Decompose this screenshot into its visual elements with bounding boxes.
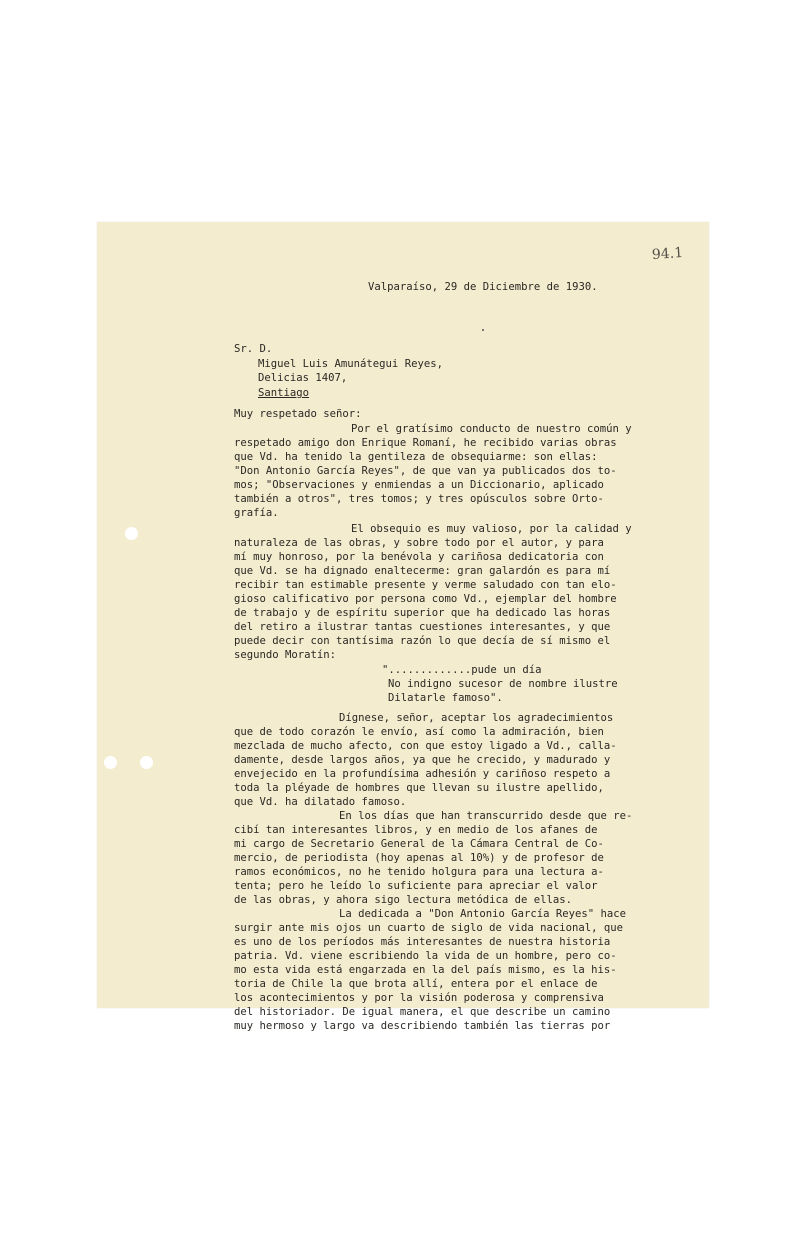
text-line: de trabajo y de espíritu superior que ha dedicado las horas — [234, 607, 611, 619]
text-line: que de todo corazón le envío, así como la admiración, bien — [234, 726, 604, 738]
letter-page — [97, 222, 709, 1032]
text-line: El obsequio es muy valioso, por la calidad y — [351, 523, 632, 535]
text-line: muy hermoso y largo va describiendo también las tierras por — [234, 1020, 611, 1032]
text-line: surgir ante mis ojos un cuarto de siglo de vida nacional, que — [234, 922, 624, 934]
text-line: En los días que han transcurrido desde que re- — [339, 810, 633, 822]
verse-line: No indigno sucesor de nombre ilustre — [388, 678, 618, 690]
text-line: La dedicada a "Don Antonio García Reyes" hace — [339, 908, 627, 920]
text-line: mos; "Observaciones y enmiendas a un Diccionario, aplicado — [234, 479, 604, 491]
verse-line: Dilatarle famoso". — [388, 692, 503, 704]
text-line: grafía. — [234, 507, 279, 519]
text-line: Dígnese, señor, aceptar los agradecimientos — [339, 712, 614, 724]
punch-hole — [140, 756, 153, 769]
punch-hole — [125, 527, 138, 540]
text-line: que Vd. ha dilatado famoso. — [234, 796, 407, 808]
text-line: "Don Antonio García Reyes", de que van ya publicados dos to- — [234, 465, 617, 477]
pencil-annotation: 94.1 — [651, 244, 684, 264]
text-line: naturaleza de las obras, y sobre todo por el autor, y para — [234, 537, 604, 549]
text-line: respetado amigo don Enrique Romaní, he recibido varias obras — [234, 437, 617, 449]
text-line: mercio, de periodista (hoy apenas al 10%) y de profesor de — [234, 852, 604, 864]
text-line: del historiador. De igual manera, el que describe un camino — [234, 1006, 611, 1018]
text-line: ramos económicos, no he tenido holgura para una lectura a- — [234, 866, 604, 878]
text-line: también a otros", tres tomos; y tres opúsculos sobre Orto- — [234, 493, 604, 505]
text-line: de las obras, y ahora sigo lectura metódica de ellas. — [234, 894, 573, 906]
text-line: mí muy honroso, por la benévola y cariñosa dedicatoria con — [234, 551, 604, 563]
text-line: es uno de los períodos más interesantes de nuestra historia — [234, 936, 611, 948]
text-line: Por el gratísimo conducto de nuestro común y — [351, 423, 632, 435]
text-line: tenta; pero he leído lo suficiente para apreciar el valor — [234, 880, 598, 892]
text-line: cibí tan interesantes libros, y en medio de los afanes de — [234, 824, 598, 836]
address-line: Miguel Luis Amunátegui Reyes, — [258, 358, 443, 370]
address-line: Santiago — [258, 387, 310, 399]
text-line: mo esta vida está engarzada en la del país mismo, es la his- — [234, 964, 617, 976]
text-line: damente, desde largos años, ya que he crecido, y madurado y — [234, 754, 611, 766]
address-line: Sr. D. — [234, 343, 273, 355]
salutation: Muy respetado señor: — [234, 408, 362, 420]
text-line: del retiro a ilustrar tantas cuestiones interesantes, y que — [234, 621, 611, 633]
text-line: envejecido en la profundísima adhesión y cariñoso respeto a — [234, 768, 611, 780]
text-line: mezclada de mucho afecto, con que estoy ligado a Vd., calla- — [234, 740, 617, 752]
text-line: mi cargo de Secretario General de la Cámara Central de Co- — [234, 838, 604, 850]
text-line: que Vd. ha tenido la gentileza de obsequiarme: son ellas: — [234, 451, 598, 463]
text-line: los acontecimientos y por la visión poderosa y comprensiva — [234, 992, 604, 1004]
verse-line: ".............pude un día — [382, 664, 542, 676]
text-line: recibir tan estimable presente y verme saludado con tan elo- — [234, 579, 617, 591]
text-line: segundo Moratín: — [234, 649, 337, 661]
text-line: que Vd. se ha dignado enaltecerme: gran galardón es para mí — [234, 565, 611, 577]
text-line: patria. Vd. viene escribiendo la vida de un hombre, pero co- — [234, 950, 617, 962]
punch-hole — [104, 756, 117, 769]
text-line: toria de Chile la que brota allí, entera por el enlace de — [234, 978, 598, 990]
date-line: Valparaíso, 29 de Diciembre de 1930. — [368, 281, 598, 293]
text-line: toda la pléyade de hombres que llevan su ilustre apellido, — [234, 782, 604, 794]
address-line: Delicias 1407, — [258, 372, 348, 384]
text-line: gioso calificativo por persona como Vd., ejemplar del hombre — [234, 593, 617, 605]
text-line: puede decir con tantísima razón lo que decía de sí mismo el — [234, 635, 611, 647]
ink-speck — [482, 329, 484, 331]
